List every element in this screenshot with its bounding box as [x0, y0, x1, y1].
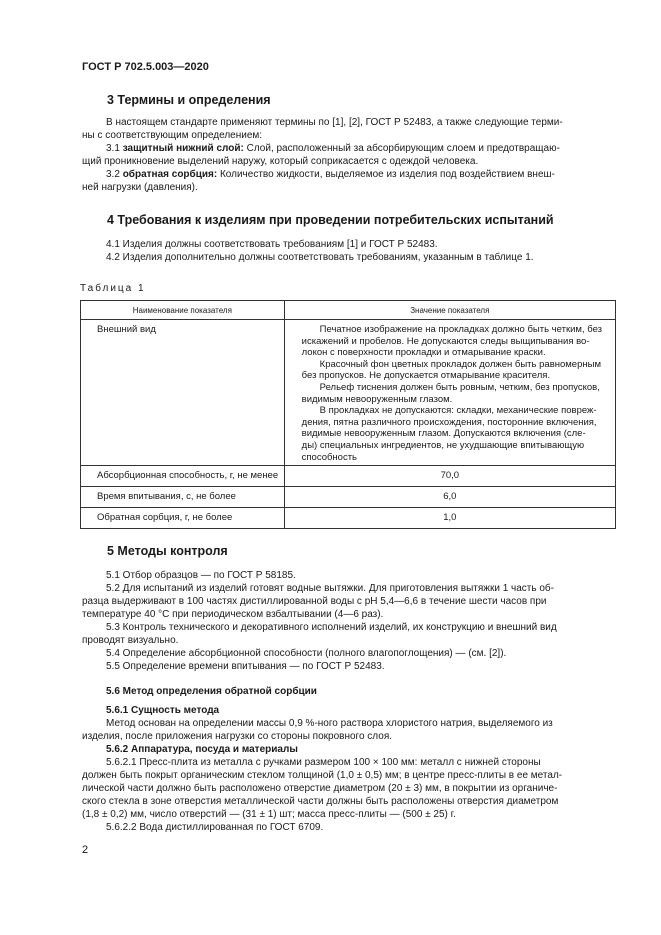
text-line: щий проникновение выделений наружу, который соприкасается с одеждой человека.: [82, 156, 479, 167]
value-line: Рельеф тиснения должен быть ровным, четким, без пропусков,: [319, 381, 600, 393]
text-line: проводят визуально.: [82, 635, 179, 646]
value-line: дения, пятна различного происхождения, посторонние включения,: [301, 416, 597, 428]
row-name: Время впитывания, с, не более: [81, 487, 285, 508]
row-name: Внешний вид: [81, 320, 285, 466]
text-line: В настоящем стандарте применяют термины по [1], [2], ГОСТ Р 52483, а также следующие терми-: [106, 117, 563, 128]
text-line: должен быть покрыт органическим стеклом толщиной (1,0 ± 0,5) мм; в центре пресс-плиты в ее метал-: [82, 770, 563, 781]
subsection-title: 5.6.2 Аппаратура, посуда и материалы: [106, 744, 298, 755]
column-header: Наименование показателя: [81, 301, 285, 320]
value-line: ды) специальных ингредиентов, не ухудшающие впитывающую: [301, 439, 585, 451]
term-definition: Слой, расположенный за абсорбирующим слоем и предотвращаю-: [246, 143, 560, 154]
text-line: 5.6.2.1 Пресс-плита из металла с ручками размером 100 × 100 мм: металл с нижней стороны: [106, 757, 541, 768]
text-line: 5.1 Отбор образцов — по ГОСТ Р 58185.: [106, 570, 296, 581]
requirements-table: [80, 300, 616, 529]
term-name: обратная сорбция:: [122, 169, 218, 180]
row-value: [284, 320, 615, 466]
value-line: без пропусков. Не допускается отмарывание красителя.: [301, 370, 551, 382]
text-line: 4.2 Изделия дополнительно должны соответствовать требованиям, указанным в таблице 1.: [106, 252, 534, 263]
value-line: Красочный фон цветных прокладок должен быть равномерным: [319, 358, 601, 370]
row-value: 1,0: [284, 508, 615, 529]
text-line: температуре 40 °С при периодическом взбалтывании (4—6 раз).: [82, 609, 384, 620]
table-caption: Таблица 1: [80, 283, 146, 294]
row-value: 70,0: [284, 466, 615, 487]
text-line: 5.4 Определение абсорбционной способности (полного влагопоглощения) — (см. [2]).: [106, 648, 507, 659]
section-4-title: 4 Требования к изделиям при проведении потребительских испытаний: [107, 213, 554, 227]
text-line: 5.5 Определение времени впитывания — по ГОСТ Р 52483.: [106, 661, 385, 672]
text-line: лической части должно быть расположено отверстие диаметром (20 ± 3) мм, в покрытии из органиче-: [82, 783, 558, 794]
section-3-intro: [82, 116, 614, 194]
value-line: видимым невооруженным глазом.: [301, 393, 453, 405]
section-5-title: 5 Методы контроля: [107, 544, 228, 558]
term-3-1: [82, 142, 614, 155]
text-line: 5.2 Для испытаний из изделий готовят водные вытяжки. Для приготовления вытяжки 1 часть об-: [106, 583, 554, 594]
row-name: Обратная сорбция, г, не более: [81, 508, 285, 529]
text-line: 5.3 Контроль технического и декоративного исполнений изделий, их конструкцию и внешний вид: [106, 622, 557, 633]
text-line: 5.6.2.2 Вода дистиллированная по ГОСТ 6709.: [106, 822, 324, 833]
text-line: Метод основан на определении массы 0,9 %-ного раствора хлористого натрия, выделяемого из: [106, 718, 553, 729]
section-5-text: [82, 569, 614, 673]
section-4-text: [82, 238, 614, 264]
term-3-2: [82, 168, 614, 181]
term-name: защитный нижний слой:: [122, 143, 244, 154]
table-row: [81, 320, 616, 466]
term-definition: Количество жидкости, выделяемое из изделия под воздействием внеш-: [219, 169, 555, 180]
text-line: ней нагрузки (давления).: [82, 182, 198, 193]
row-name: Абсорбционная способность, г, не менее: [81, 466, 285, 487]
value-line: локон с поверхности прокладки и отмарывание краски.: [301, 347, 546, 359]
text-line: ны с соответствующим определением:: [82, 130, 263, 141]
text-line: изделия, после приложения нагрузки со стороны покровного слоя.: [82, 731, 393, 742]
value-line: видимые невооруженным глазом. Допускаются включения (сле-: [301, 428, 586, 440]
text-line: разца выдерживают в 100 частях дистиллированной воды с рН 5,4—6,6 в течение шести часов при: [82, 596, 547, 607]
value-line: В прокладках не допускаются: складки, механические повреж-: [319, 405, 597, 417]
section-3-title: 3 Термины и определения: [107, 93, 271, 107]
table-row: [81, 487, 616, 508]
table-header-row: [81, 301, 616, 320]
text-line: 4.1 Изделия должны соответствовать требованиям [1] и ГОСТ Р 52483.: [106, 239, 438, 250]
column-header: Значение показателя: [284, 301, 615, 320]
term-number: 3.2: [106, 169, 120, 180]
text-line: (1,8 ± 0,2) мм, число отверстий — (31 ± 1) шт; масса пресс-плиты — (500 ± 25) г.: [82, 809, 456, 820]
table-row: [81, 508, 616, 529]
value-line: Печатное изображение на прокладках должно быть четким, без: [319, 324, 602, 335]
row-value: 6,0: [284, 487, 615, 508]
term-number: 3.1: [106, 143, 120, 154]
table-row: [81, 466, 616, 487]
subsection-title: 5.6 Метод определения обратной сорбции: [106, 686, 317, 697]
subsection-title: 5.6.1 Сущность метода: [106, 705, 220, 716]
text-line: ского стекла в зоне отверстия металлической части должны быть расположены отверстия диаметром: [82, 796, 559, 807]
document-header: ГОСТ Р 702.5.003—2020: [82, 61, 209, 73]
section-5-6: [82, 685, 614, 834]
value-line: способность: [301, 451, 357, 463]
page-number: 2: [82, 844, 89, 856]
value-line: искажений и пробелов. Не допускаются следы выщипывания во-: [301, 335, 590, 347]
